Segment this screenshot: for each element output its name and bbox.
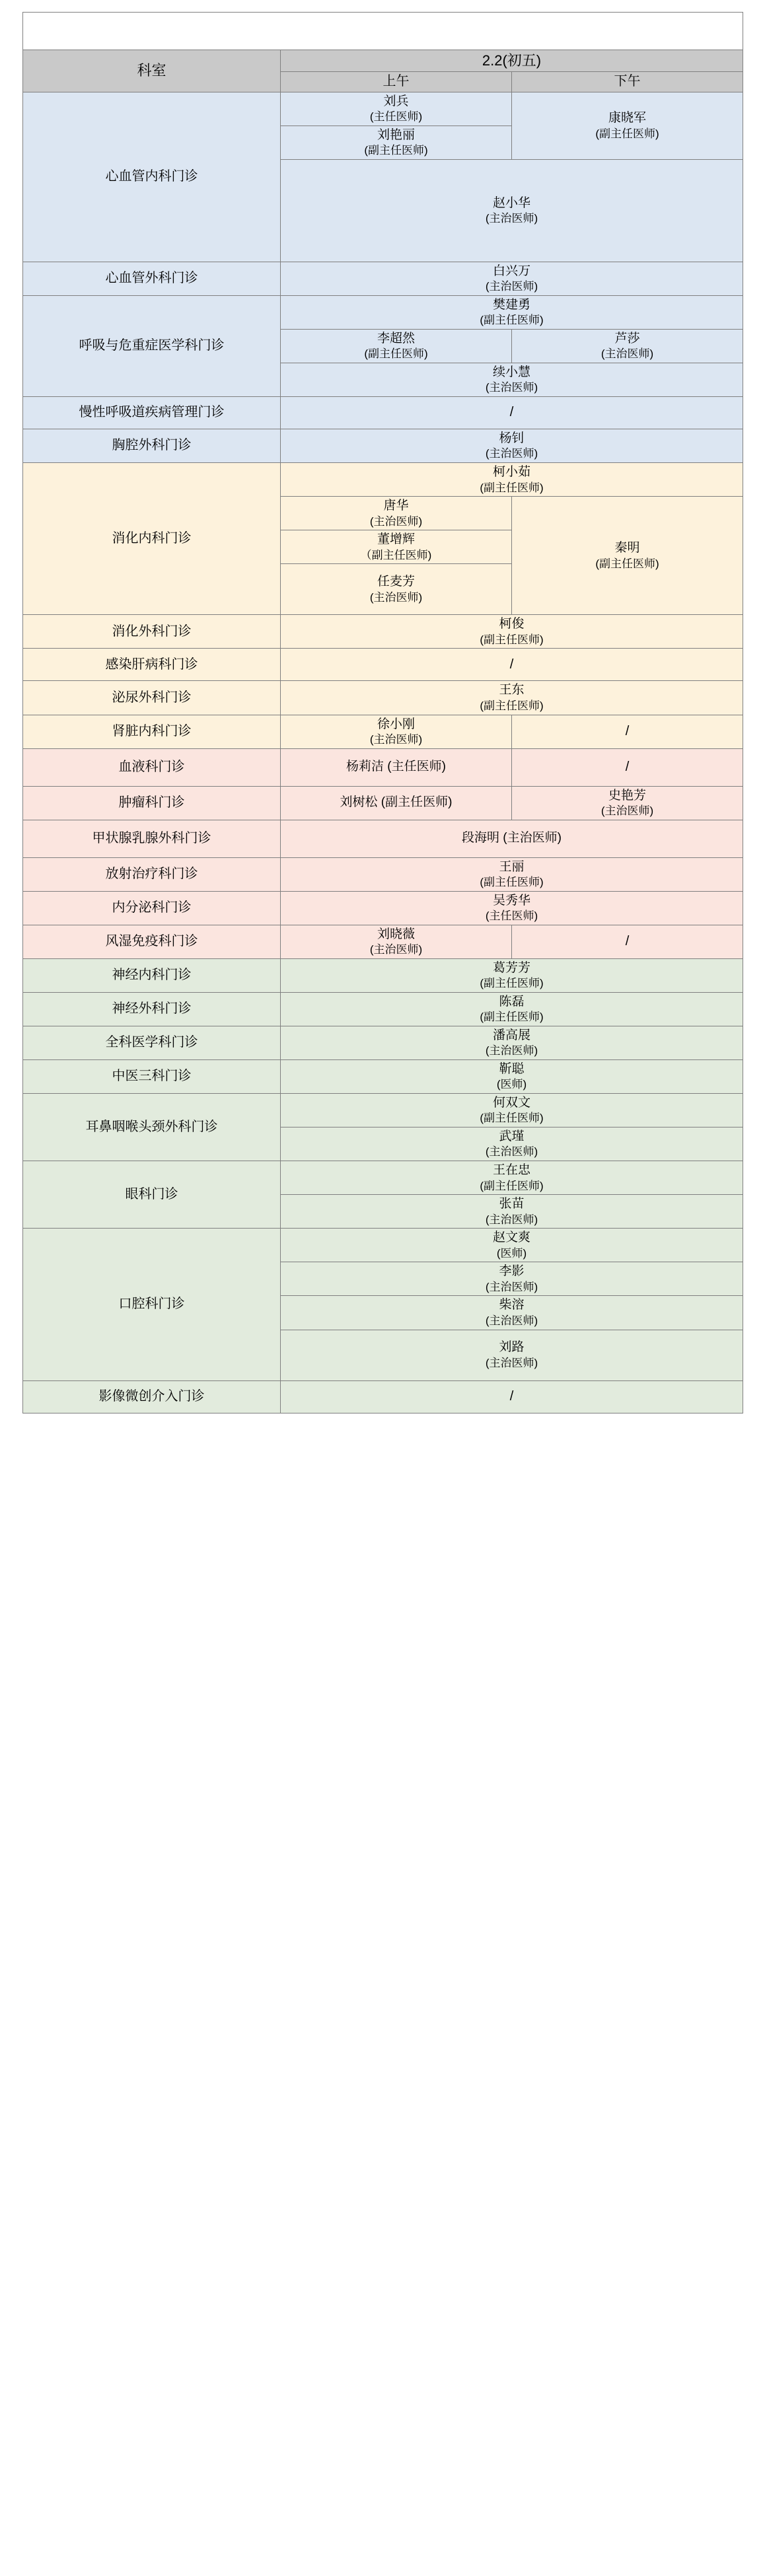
doctor-name: 赵文爽 [493, 1231, 531, 1245]
cell-gi-surgery-fullday [281, 615, 743, 649]
doctor-name: 王在忠 [493, 1163, 531, 1178]
cell-oncology-pm [512, 786, 743, 820]
table-row [23, 1161, 743, 1195]
doctor-name: 潘高展 [493, 1028, 531, 1042]
table-row [23, 615, 743, 649]
outpatient-schedule-table [22, 12, 743, 1413]
table-row [23, 649, 743, 681]
cell-hepatology-fullday: / [281, 649, 743, 681]
doctor-title: (主治医师) [369, 515, 423, 528]
table-row [23, 295, 743, 329]
header-pm-label: 下午 [512, 72, 743, 92]
dept-gastroenterology: 消化内科门诊 [23, 463, 281, 615]
dept-gi-surgery: 消化外科门诊 [23, 615, 281, 649]
table-row [23, 748, 743, 786]
table-row [23, 1229, 743, 1262]
dept-respiratory: 呼吸与危重症医学科门诊 [23, 295, 281, 396]
title-blank-cell [23, 13, 743, 50]
table-row [23, 92, 743, 125]
cell-cardiac-surgery-fullday [281, 262, 743, 295]
cell-thoracic-surgery-fullday [281, 429, 743, 463]
cell-gastro-am-1 [281, 497, 512, 530]
doctor-title: (副主任医师) [595, 557, 659, 570]
cell-stomatology-row-2 [281, 1262, 743, 1296]
doctor-name: 王东 [499, 683, 525, 698]
doctor-title: (主治医师) [485, 1213, 538, 1226]
dept-ophthalmology: 眼科门诊 [23, 1161, 281, 1229]
doctor-name: 唐华 [383, 499, 409, 513]
doctor-name: 葛芳芳 [493, 960, 531, 975]
cell-tcm-three-fullday [281, 1060, 743, 1094]
doctor-name: 刘晓薇 [377, 927, 415, 941]
doctor-name: 刘艳丽 [377, 127, 415, 142]
cell-nephrology-pm: / [512, 715, 743, 748]
doctor-name: 续小慧 [493, 365, 531, 380]
cell-respiratory-top [281, 295, 743, 329]
doctor-title: (主任医师) [369, 110, 423, 124]
cell-endocrinology-fullday [281, 891, 743, 925]
doctor-title: (主治医师) [369, 733, 423, 746]
header-dept-label: 科室 [23, 50, 281, 92]
cell-interventional-radiology-fullday: / [281, 1380, 743, 1413]
doctor-name: 任麦芳 [377, 575, 415, 589]
cell-neurology-fullday [281, 958, 743, 992]
table-row [23, 429, 743, 463]
cell-stomatology-row-4 [281, 1330, 743, 1380]
doctor-name: 柯俊 [499, 617, 525, 631]
dept-ent: 耳鼻咽喉头颈外科门诊 [23, 1094, 281, 1161]
dept-urology: 泌尿外科门诊 [23, 681, 281, 715]
table-row [23, 820, 743, 857]
cell-gastro-pm [512, 497, 743, 615]
table-row [23, 891, 743, 925]
cell-respiratory-bottom [281, 363, 743, 397]
doctor-title: (主治医师) [369, 943, 423, 956]
cell-gastro-am-3 [281, 564, 512, 615]
cell-rheumatology-am [281, 925, 512, 958]
doctor-name: 史艳芳 [608, 788, 647, 803]
cell-hematology-pm: / [512, 748, 743, 786]
table-row [23, 681, 743, 715]
doctor-title: (主治医师) [485, 1280, 538, 1293]
doctor-title: (副主任医师) [480, 875, 544, 888]
header-row-date [23, 50, 743, 72]
table-row [23, 992, 743, 1026]
dept-interventional-radiology: 影像微创介入门诊 [23, 1380, 281, 1413]
doctor-title: (主治医师) [485, 1044, 538, 1057]
doctor-title: (主治医师) [485, 280, 538, 293]
cell-neurosurgery-fullday [281, 992, 743, 1026]
table-row [23, 857, 743, 891]
doctor-title: (主治医师) [485, 212, 538, 225]
doctor-title: (副主任医师) [480, 977, 544, 990]
dept-neurology: 神经内科门诊 [23, 958, 281, 992]
cell-ophthalmology-row-1 [281, 1161, 743, 1195]
cell-stomatology-row-1 [281, 1229, 743, 1262]
doctor-title: (副主任医师) [480, 314, 544, 327]
cell-chronic-respiratory-fullday: / [281, 397, 743, 429]
doctor-name: 刘兵 [383, 94, 409, 108]
doctor-name: 芦莎 [614, 332, 640, 345]
cell-respiratory-pm [512, 330, 743, 363]
dept-cardiology-internal: 心血管内科门诊 [23, 92, 281, 262]
doctor-title: (主治医师) [601, 347, 654, 361]
doctor-title: (副主任医师) [480, 633, 544, 646]
doctor-title: (副主任医师) [364, 144, 428, 157]
doctor-title: (主治医师) [485, 1356, 538, 1369]
cell-stomatology-row-3 [281, 1296, 743, 1330]
dept-neurosurgery: 神经外科门诊 [23, 992, 281, 1026]
cell-gastro-am-2 [281, 530, 512, 564]
table-row [23, 1026, 743, 1059]
dept-general-practice: 全科医学科门诊 [23, 1026, 281, 1059]
table-row [23, 786, 743, 820]
doctor-title: (主治医师) [369, 590, 423, 604]
header-date-label: 2.2(初五) [281, 50, 743, 72]
doctor-title: (主任医师) [485, 910, 538, 922]
table-row [23, 1094, 743, 1127]
doctor-name: 陈磊 [499, 994, 525, 1009]
doctor-title: (副主任医师) [480, 1112, 544, 1125]
dept-thyroid-breast-surgery: 甲状腺乳腺外科门诊 [23, 820, 281, 857]
cell-cardio-am-2 [281, 125, 512, 159]
doctor-name: 杨钊 [499, 431, 525, 446]
cell-ophthalmology-row-2 [281, 1195, 743, 1229]
doctor-name: 张苗 [499, 1197, 525, 1211]
doctor-name: 吴秀华 [493, 893, 531, 908]
dept-tcm-three: 中医三科门诊 [23, 1060, 281, 1094]
doctor-title: (副主任医师) [364, 347, 428, 361]
doctor-title: (副主任医师) [595, 127, 659, 140]
table-row [23, 1380, 743, 1413]
dept-hematology: 血液科门诊 [23, 748, 281, 786]
table-row [23, 1060, 743, 1094]
table-row [23, 925, 743, 958]
cell-urology-fullday [281, 681, 743, 715]
doctor-name: 何双文 [493, 1096, 531, 1110]
doctor-name: 樊建勇 [493, 297, 531, 312]
table-row [23, 463, 743, 497]
doctor-title: (主治医师) [485, 381, 538, 394]
cell-general-practice-fullday [281, 1026, 743, 1059]
doctor-title: (主治医师) [485, 1145, 538, 1159]
doctor-name: 康晓军 [608, 111, 647, 125]
cell-respiratory-am [281, 330, 512, 363]
table-row [23, 958, 743, 992]
doctor-title: (副主任医师) [480, 481, 544, 494]
doctor-title: (主治医师) [601, 804, 654, 817]
dept-hepatology: 感染肝病科门诊 [23, 649, 281, 681]
cell-nephrology-am [281, 715, 512, 748]
cell-ent-row-2 [281, 1127, 743, 1161]
cell-cardio-fullday [281, 159, 743, 262]
doctor-name: 白兴万 [493, 264, 531, 278]
doctor-name: 李影 [499, 1264, 525, 1279]
doctor-name: 董增辉 [377, 532, 415, 547]
dept-rheumatology: 风湿免疫科门诊 [23, 925, 281, 958]
doctor-title: (医师) [496, 1078, 527, 1091]
cell-rheumatology-pm: / [512, 925, 743, 958]
doctor-name: 赵小华 [493, 196, 531, 210]
doctor-name: 刘路 [499, 1340, 525, 1355]
cell-cardio-am-1 [281, 92, 512, 125]
table-row [23, 262, 743, 295]
doctor-name: 秦明 [614, 541, 640, 555]
cell-ent-row-1 [281, 1094, 743, 1127]
dept-thoracic-surgery: 胸腔外科门诊 [23, 429, 281, 463]
doctor-title: (主治医师) [485, 447, 538, 460]
cell-thyroid-breast-fullday: 段海明 (主治医师) [281, 820, 743, 857]
table-row [23, 397, 743, 429]
doctor-name: 王丽 [499, 859, 525, 874]
dept-radiotherapy: 放射治疗科门诊 [23, 857, 281, 891]
dept-cardiac-surgery: 心血管外科门诊 [23, 262, 281, 295]
doctor-name: 李超然 [377, 332, 415, 345]
doctor-title: (主治医师) [485, 1314, 538, 1327]
dept-oncology: 肿瘤科门诊 [23, 786, 281, 820]
doctor-title: (副主任医师) [480, 1179, 544, 1192]
dept-nephrology: 肾脏内科门诊 [23, 715, 281, 748]
dept-endocrinology: 内分泌科门诊 [23, 891, 281, 925]
doctor-title: （副主任医师) [360, 548, 432, 561]
doctor-name: 柯小茹 [493, 465, 531, 480]
doctor-name: 武瑾 [499, 1129, 525, 1144]
cell-radiotherapy-fullday [281, 857, 743, 891]
doctor-title: (副主任医师) [480, 1011, 544, 1024]
dept-stomatology: 口腔科门诊 [23, 1229, 281, 1380]
doctor-name: 靳聪 [499, 1062, 525, 1076]
doctor-title: (医师) [496, 1246, 527, 1260]
doctor-name: 柴溶 [499, 1298, 525, 1312]
header-am-label: 上午 [281, 72, 512, 92]
table-row [23, 715, 743, 748]
cell-oncology-am: 刘树松 (副主任医师) [281, 786, 512, 820]
doctor-name: 徐小刚 [377, 717, 415, 731]
dept-chronic-respiratory: 慢性呼吸道疾病管理门诊 [23, 397, 281, 429]
title-blank-row [23, 13, 743, 50]
cell-hematology-am: 杨莉洁 (主任医师) [281, 748, 512, 786]
doctor-title: (副主任医师) [480, 699, 544, 712]
cell-cardio-pm-1 [512, 92, 743, 159]
cell-gastro-top [281, 463, 743, 497]
